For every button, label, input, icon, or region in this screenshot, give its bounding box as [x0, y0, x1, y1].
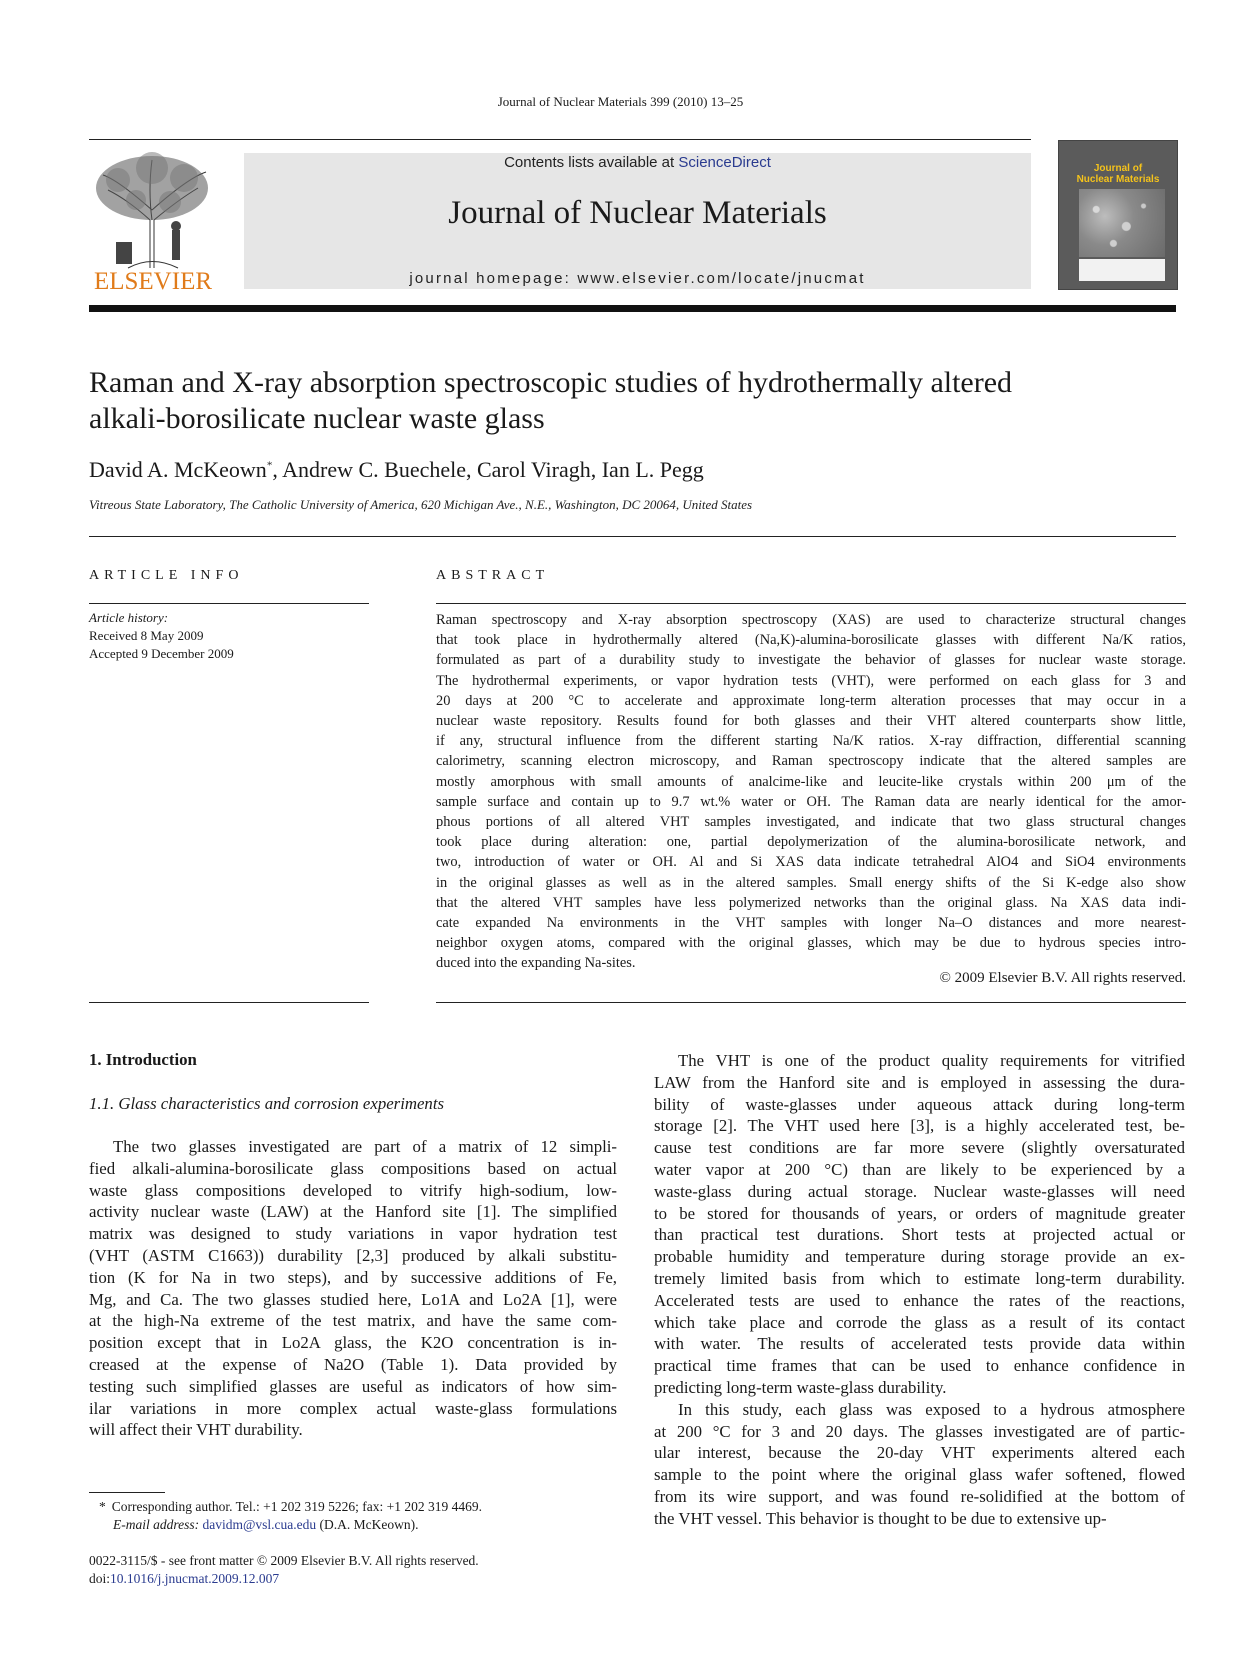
issn-line: 0022-3115/$ - see front matter © 2009 Elsevier B.V. All rights reserved. [89, 1553, 479, 1568]
contents-prefix: Contents lists available at [504, 154, 679, 171]
text-line: nuclear waste repository. Results found for both glasses and their VHT altered counterparts show little, [436, 713, 1186, 730]
email-link[interactable]: davidm@vsl.cua.edu [202, 1517, 317, 1532]
author-list [89, 457, 1089, 483]
subsection-heading: 1.1. Glass characteristics and corrosion experiments [89, 1094, 445, 1113]
article-history [89, 609, 369, 663]
text-line: activity nuclear waste (LAW) at the Hanford site [1]. The simplified [89, 1202, 617, 1222]
abstract-rule [436, 603, 1186, 604]
cover-image [1079, 189, 1165, 257]
title-block-rule [89, 536, 1176, 537]
text-line: Accelerated tests are used to enhance the rates of the reactions, [654, 1290, 1185, 1310]
text-line: waste glass compositions developed to vitrify high-sodium, low- [89, 1180, 617, 1200]
text-line: tremely limited basis from which to estimate long-term durability. [654, 1268, 1185, 1288]
text-line: cate expanded Na environments in the VHT samples with longer Na–O distances and more nearest- [436, 915, 1186, 932]
affiliation: Vitreous State Laboratory, The Catholic University of America, 620 Michigan Ave., N.E., Washington, DC 20064, United States [89, 497, 753, 512]
text-line: 20 days at 200 °C to accelerate and approximate long-term alteration processes that may occur in a [436, 692, 1186, 709]
article-title-line1: Raman and X-ray absorption spectroscopic studies of hydrothermally altered [89, 366, 1013, 399]
text-line: cause test conditions are far more severe (slightly oversaturated [654, 1138, 1185, 1158]
text-line: which take place and corrode the glass as a result of its contact [654, 1312, 1185, 1332]
text-line: Raman spectroscopy and X-ray absorption spectroscopy (XAS) are used to characterize structural changes [436, 612, 1186, 628]
text-line: phous portions of all altered VHT samples investigated, and indicate that two glass structural changes [436, 814, 1186, 831]
text-line: The hydrothermal experiments, or vapor hydration tests (VHT), were performed on each glass for 3 and [436, 672, 1186, 689]
doi-link[interactable]: 10.1016/j.jnucmat.2009.12.007 [110, 1571, 280, 1586]
text-line: in the original glasses as well as in the altered samples. Small energy shifts of the Si K-edge also show [436, 874, 1186, 891]
text-line: In this study, each glass was exposed to a hydrous atmosphere [678, 1399, 1185, 1419]
text-line: that took place in hydrothermally altered (Na,K)-alumina-borosilicate glasses with different Na/K ratios, [436, 632, 1186, 649]
cover-title [1067, 163, 1169, 185]
article-info-rule [89, 603, 369, 604]
right-column-paragraph-2 [654, 1399, 1185, 1530]
accepted-date: Accepted 9 December 2009 [89, 646, 234, 661]
text-line: mostly amorphous with small amounts of analcime-like and leucite-like crystals within 200 μm of the [436, 773, 1186, 790]
text-line: waste-glass during actual storage. Nuclear waste-glasses will need [654, 1181, 1185, 1201]
text-line: calorimetry, scanning electron microscopy, and Raman spectroscopy indicate that the altered samples are [436, 753, 1186, 770]
authors-rest: , Andrew C. Buechele, Carol Viragh, Ian L. Pegg [272, 457, 704, 482]
masthead-bottom-rule [89, 305, 1176, 312]
text-line: ilar variations in more complex actual waste-glass formulations [89, 1398, 617, 1418]
issn-block [89, 1552, 609, 1588]
cover-footer-panel [1079, 259, 1165, 281]
text-line: probable humidity and temperature during storage provide an ex- [654, 1247, 1185, 1267]
text-line: creased at the expense of Na2O (Table 1). Data provided by [89, 1354, 617, 1374]
text-line: if any, structural influence from the different starting Na/K ratios. X-ray diffraction, differential scanning [436, 733, 1186, 750]
section-heading-introduction: 1. Introduction [89, 1050, 197, 1069]
text-line: formulated as part of a durability study to investigate the behavior of glasses for nuclear waste storage. [436, 652, 1186, 669]
journal-title: Journal of Nuclear Materials [448, 195, 827, 231]
article-title [89, 365, 1189, 437]
text-line: predicting long-term waste-glass durability. [654, 1377, 947, 1397]
journal-homepage[interactable]: journal homepage: www.elsevier.com/locate/jnucmat [409, 270, 866, 287]
text-line: at 200 °C for 3 and 20 days. The glasses investigated are of partic- [654, 1421, 1185, 1441]
text-line: practical time frames that can be used to enhance confidence in [654, 1356, 1185, 1376]
article-title-line2: alkali-borosilicate nuclear waste glass [89, 402, 545, 435]
text-line: LAW from the Hanford site and is employed in assessing the dura- [654, 1072, 1185, 1092]
author-primary: David A. McKeown [89, 457, 267, 482]
text-line: water vapor at 200 °C) than are likely to be experienced by a [654, 1159, 1185, 1179]
contents-availability [244, 154, 1031, 171]
text-line: storage [2]. The VHT used here [3], is a highly accelerated test, be- [654, 1116, 1185, 1136]
abstract-heading: ABSTRACT [436, 568, 550, 583]
doi-label: doi: [89, 1571, 111, 1586]
text-line: took place during alteration: one, partial depolymerization of the alumina-borosilicate network, and [436, 834, 1186, 851]
running-head: Journal of Nuclear Materials 399 (2010) 13–25 [497, 94, 744, 109]
text-line: ular interest, because the 20-day VHT experiments altered each [654, 1443, 1185, 1463]
header-top-rule [89, 139, 1031, 140]
right-column-text [654, 1050, 1185, 1530]
email-suffix: (D.A. McKeown). [316, 1517, 419, 1532]
text-line: The two glasses investigated are part of a matrix of 12 simpli- [113, 1137, 617, 1156]
footnote-rule [89, 1492, 165, 1493]
email-label: E-mail address: [113, 1517, 203, 1532]
text-line: Mg, and Ca. The two glasses studied here, Lo1A and Lo2A [1], were [89, 1289, 617, 1309]
text-line: fied alkali-alumina-borosilicate glass compositions based on actual [89, 1158, 617, 1178]
text-line: duced into the expanding Na-sites. [436, 955, 636, 972]
text-line: matrix was designed to study variations in vapor hydration test [89, 1224, 617, 1244]
publisher-name: ELSEVIER [93, 268, 213, 295]
history-label: Article history: [89, 610, 169, 625]
text-line: neighbor oxygen atoms, compared with the original glasses, which may be due to hydrous species intro- [436, 935, 1186, 952]
article-info-bottom-rule [89, 1002, 369, 1003]
text-line: sample to the point where the original glass wafer softened, flowed [654, 1465, 1185, 1485]
text-line: sample surface and contain up to 9.7 wt.% water or OH. The Raman data are nearly identical for the amor- [436, 793, 1186, 810]
text-line: at the high-Na extreme of the test matrix, and have the same com- [89, 1311, 617, 1331]
text-line: that the altered VHT samples have less polymerized networks than the original glass. Na XAS data indi- [436, 894, 1186, 911]
article-info-heading: ARTICLE INFO [89, 568, 244, 583]
journal-cover [1058, 140, 1178, 290]
sciencedirect-link[interactable]: ScienceDirect [678, 154, 771, 171]
corresponding-author-footnote [89, 1498, 609, 1534]
text-line: bility of waste-glasses under aqueous attack during long-term [654, 1094, 1185, 1114]
footnote-mark: * [99, 1499, 106, 1514]
text-line: The VHT is one of the product quality requirements for vitrified [678, 1051, 1185, 1070]
text-line: two, introduction of water or OH. Al and Si XAS data indicate tetrahedral AlO4 and SiO4 environments [436, 854, 1186, 871]
text-line: to be stored for thousands of years, or orders of magnitude greater [654, 1203, 1185, 1223]
cover-title-line2: Nuclear Materials [1076, 174, 1160, 185]
text-line: will affect their VHT durability. [89, 1420, 303, 1440]
abstract-bottom-rule [436, 1002, 1186, 1003]
abstract-body [436, 610, 1186, 974]
text-line: position except that in Lo2A glass, the K2O concentration is in- [89, 1333, 617, 1353]
text-line: with water. The results of accelerated tests provide data within [654, 1334, 1185, 1354]
text-line: than practical test durations. Short tests at projected actual or [654, 1225, 1185, 1245]
left-column-text [89, 1136, 617, 1441]
text-line: tion (K for Na in two steps), and by successive additions of Fe, [89, 1267, 617, 1287]
text-line: the VHT vessel. This behavior is thought to be due to extensive up- [654, 1508, 1107, 1528]
text-line: (VHT (ASTM C1663)) durability [2,3] produced by alkali substitu- [89, 1245, 617, 1265]
footnote-contact: Corresponding author. Tel.: +1 202 319 5226; fax: +1 202 319 4469. [111, 1499, 483, 1514]
corresponding-author-mark[interactable]: * [266, 459, 273, 472]
text-line: from its wire support, and was found re-solidified at the bottom of [654, 1486, 1185, 1506]
cover-title-line1: Journal of [1093, 163, 1143, 174]
abstract-copyright: © 2009 Elsevier B.V. All rights reserved. [939, 970, 1186, 986]
received-date: Received 8 May 2009 [89, 628, 204, 643]
text-line: testing such simplified glasses are useful as indicators of how sim- [89, 1376, 617, 1396]
